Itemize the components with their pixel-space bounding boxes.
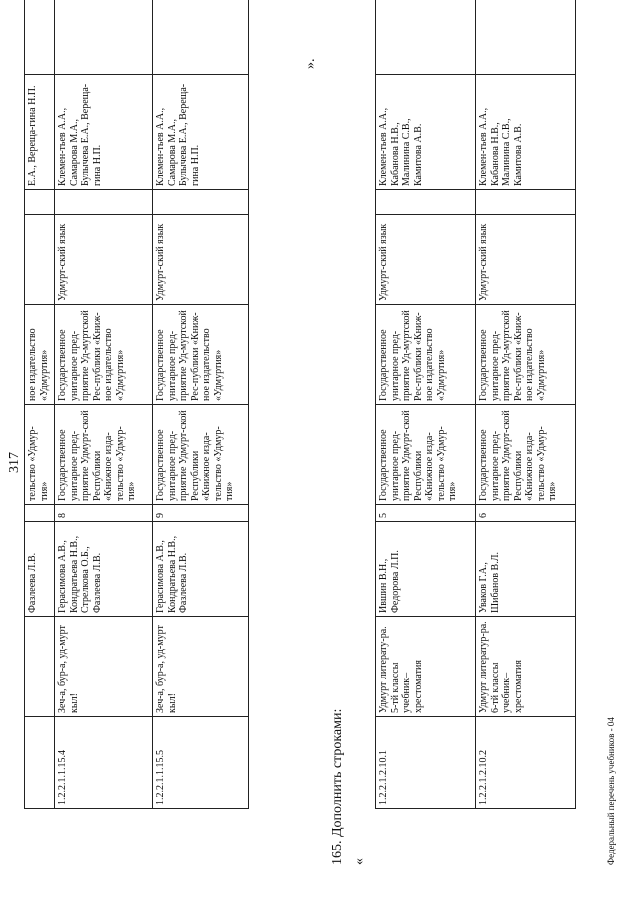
cell-publisher: Государственное унитарное пред-приятие Удмурт-ской Республики «Книжное изда-тельство «Удмур-тия» — [376, 405, 476, 505]
cell-language: Удмурт-ский язык — [476, 215, 576, 305]
cell-copyright: Государственное унитарное пред-приятие Уд-муртской Рес-публики «Книж-ное издательство «Удмуртия» — [153, 305, 249, 405]
cell-language: Удмурт-ский язык — [376, 215, 476, 305]
cell-copyright: Государственное унитарное пред-приятие Уд-муртской Рес-публики «Книж-ное издательство «Удмуртия» — [476, 305, 576, 405]
closing-quote-mark: ». — [303, 58, 318, 69]
cell-copyright: Государственное унитарное пред-приятие Уд-муртской Рес-публики «Книж-ное издательство «Удмуртия» — [376, 305, 476, 405]
table-bottom — [375, 0, 576, 809]
cell-code: 1.2.2.1.2.10.2 — [476, 717, 576, 809]
cell-copyright: Государственное унитарное пред-приятие Уд-муртской Рес-публики «Книж-ное издательство «Удмуртия» — [55, 305, 153, 405]
cell-authors: Фазлеева Л.В. — [25, 522, 55, 617]
cell-authors: Ившин В.Н., Федорова Л.П. — [376, 522, 476, 617]
cell-title: Зеч-а, бур-а, уд-мурт кыл! — [55, 617, 153, 717]
cell-grade: 6 — [476, 505, 576, 522]
cell-signers: Клемен-тьев А.А., Кабанова Н.В., Малинина С.В., Камитова А.В. — [476, 75, 576, 190]
footer-note: Федеральный перечень учебников - 04 — [606, 717, 616, 865]
table-row — [153, 0, 249, 809]
section-heading: 165. Дополнить строками: — [330, 708, 345, 865]
cell-title: Удмурт литерату-ра. 5-тй классы учебник–хрестоматия — [376, 617, 476, 717]
cell-signers: Клемен-тьев А.А., Самарова М.А., Булычева Е.А., Вереща-гина Н.П. — [55, 75, 153, 190]
cell-authors: Герасимова А.В., Кондратьева Н.В., Стрелкова О.Б., Фазлеева Л.В. — [55, 522, 153, 617]
table-row — [25, 0, 55, 809]
table-top — [24, 0, 249, 809]
page-number: 317 — [7, 452, 22, 473]
cell-copyright: ное издательство «Удмуртия» — [25, 305, 55, 405]
cell-signers: Е.А., Вереща-гина Н.П. — [25, 75, 55, 190]
cell-code: 1.2.2.1.1.15.4 — [55, 717, 153, 809]
cell-publisher: Государственное унитарное пред-приятие Удмурт-ской Республики «Книжное изда-тельство «Удмур-тия» — [55, 405, 153, 505]
cell-title: Зеч-а, бур-а, уд-мурт кыл! — [153, 617, 249, 717]
table-row — [476, 0, 576, 809]
cell-grade: 8 — [55, 505, 153, 522]
cell-code: 1.2.2.1.2.10.1 — [376, 717, 476, 809]
cell-language: Удмурт-ский язык — [55, 215, 153, 305]
cell-authors: Уваков Г.А., Шибанов В.Л. — [476, 522, 576, 617]
opening-quote-mark: « — [352, 858, 367, 865]
cell-publisher: Государственное унитарное пред-приятие Удмурт-ской Республики «Книжное изда-тельство «Удмур-тия» — [476, 405, 576, 505]
cell-signers: Клемен-тьев А.А., Самарова М.А., Булычева Е.А., Вереща-гина Н.П. — [153, 75, 249, 190]
table-row — [376, 0, 476, 809]
cell-grade: 5 — [376, 505, 476, 522]
cell-code: 1.2.2.1.1.15.5 — [153, 717, 249, 809]
cell-language: Удмурт-ский язык — [153, 215, 249, 305]
cell-signers: Клемен-тьев А.А., Кабанова Н.В., Малинина С.В., Камитова А.В. — [376, 75, 476, 190]
table-row — [55, 0, 153, 809]
cell-title: Удмурт литератур-ра. 6-тй классы учебник–хрестоматия — [476, 617, 576, 717]
cell-authors: Герасимова А.В., Кондратьева Н.В., Фазлеева Л.В. — [153, 522, 249, 617]
cell-publisher: тельство «Удмур-тия» — [25, 405, 55, 505]
cell-grade: 9 — [153, 505, 249, 522]
cell-publisher: Государственное унитарное пред-приятие Удмурт-ской Республики «Книжное изда-тельство «Удмур-тия» — [153, 405, 249, 505]
